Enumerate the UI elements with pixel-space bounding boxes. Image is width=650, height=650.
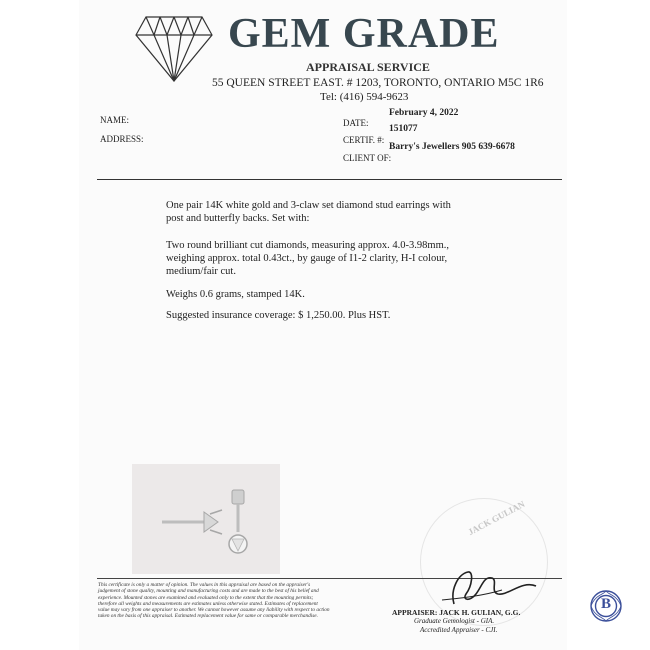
- address-label: ADDRESS:: [100, 134, 144, 144]
- company-phone: Tel: (416) 594-9623: [320, 91, 409, 103]
- client-value: Barry's Jewellers 905 639-6678: [389, 142, 515, 152]
- item-description: One pair 14K white gold and 3-claw set diamond stud earrings with post and butterfly backs. Set with:: [166, 200, 451, 224]
- weight-stamp: Weighs 0.6 grams, stamped 14K.: [166, 289, 305, 300]
- date-label: DATE:: [343, 118, 369, 128]
- diamond-logo-icon: [134, 15, 214, 83]
- insurance-coverage: Suggested insurance coverage: $ 1,250.00. Plus HST.: [166, 310, 391, 321]
- diamond-details: Two round brilliant cut diamonds, measuring approx. 4.0-3.98mm., weighing approx. total 0.43ct., by gauge of I1-2 clarity, H-I colour, medium/fair cut.: [166, 240, 450, 277]
- company-address: 55 QUEEN STREET EAST. # 1203, TORONTO, ONTARIO M5C 1R6: [212, 77, 544, 89]
- brand-title: GEM GRADE: [228, 11, 500, 57]
- client-label: CLIENT OF:: [343, 153, 392, 163]
- header-divider: [97, 179, 562, 180]
- certificate-label: CERTIF. #:: [343, 135, 385, 145]
- earrings-photo: [132, 464, 280, 574]
- credential-gia: Graduate Gemologist - GIA.: [414, 617, 495, 625]
- appraiser-name: APPRAISER: JACK H. GULIAN, G.G.: [392, 608, 521, 617]
- earring-left-icon: [162, 510, 222, 534]
- appraiser-signature: [432, 560, 542, 610]
- credential-cji: Accredited Appraiser - CJI.: [420, 626, 498, 634]
- date-value: February 4, 2022: [389, 108, 459, 118]
- badge-letter: B: [600, 596, 611, 612]
- seal-text: JACK GULIAN: [466, 498, 527, 538]
- service-subtitle: APPRAISAL SERVICE: [306, 60, 430, 74]
- certificate-number: 151077: [389, 124, 418, 134]
- earring-right-icon: [229, 490, 247, 553]
- name-label: NAME:: [100, 115, 129, 125]
- disclaimer-text: This certificate is only a matter of opinion. The values in this appraisal are based on the appraiser's judgement of stone quality, mounting and manufacturing costs and are made to the best of his belief and experience. Mounted stones are examined and evaluated only to the extent that the mounting permits; therefore all weights and measurements are estimates unless otherwise stated. Estimates of replacement value may vary from one appraiser to another. We cannot however assume any liability with respect to action taken on the basis of this appraisal. Estimated replacement value for same or comparable merchandise.: [98, 582, 330, 620]
